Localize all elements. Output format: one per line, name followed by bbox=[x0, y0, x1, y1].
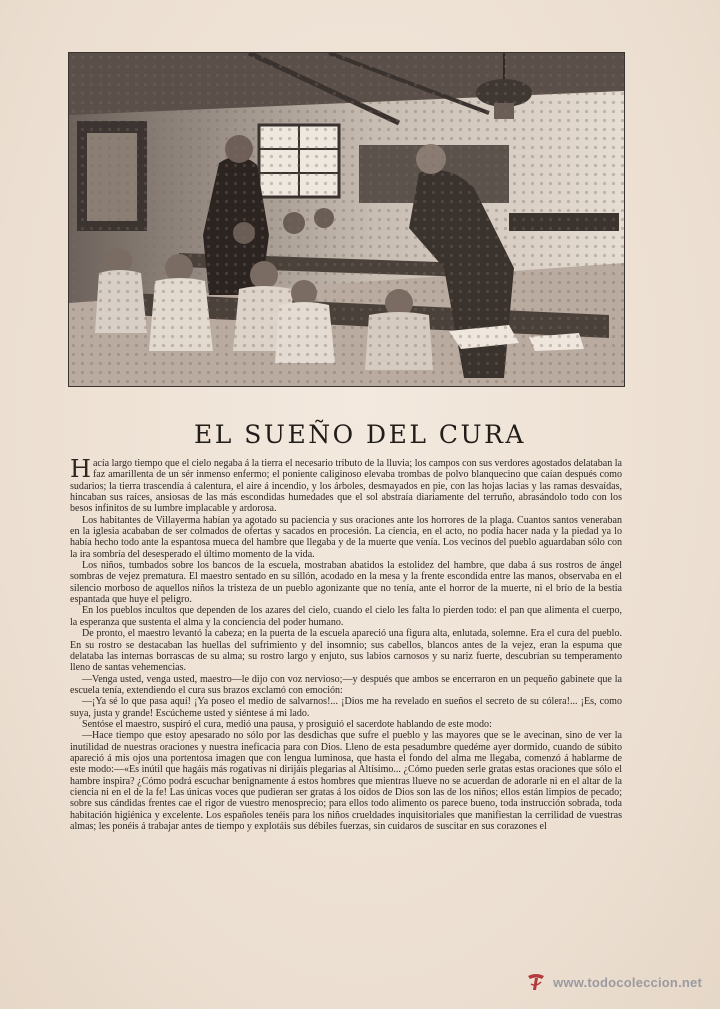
classroom-illustration bbox=[68, 52, 625, 387]
article-title: EL SUEÑO DEL CURA bbox=[194, 420, 526, 449]
paragraph: Hacía largo tiempo que el cielo negaba á la tierra el necesario tributo de la lluvia; los campos con sus verdores agostados delataban la faz amarillenta de un sér inmenso enfermo; el poniente caliginoso elevaba trombas de polvo blanquecino que caían después como sudarios; la tierra trascendía á calentura, el aire á incendio, y los árboles, desmayados en pie, con las hojas lacias y las ramas desvaídas, hincaban sus raíces, ansiosas de las más escondidas humedades que el sol abstraía diariamente del terruño, abrasándolo todo con los besos infinitos de su lumbre implacable y ardorosa. bbox=[70, 458, 622, 515]
watermark bbox=[525, 971, 702, 993]
paragraph: —¡Ya sé lo que pasa aquí! ¡Ya poseo el medio de salvarnos!... ¡Dios me ha revelado en sueños el secreto de su cólera!... ¡Es, como suya, justa y grande! Escúcheme usted y siéntese á mi lado. bbox=[70, 696, 622, 719]
paragraph: —Hace tiempo que estoy apesarado no sólo por las desdichas que sufre el pueblo y las mayores que se le avecinan, sino de ver la inutilidad de nuestras oraciones y nuestra ineficacia para con Dios. Lleno de esta pesadumbre quedéme ayer dormido, cuando de súbito apareció á mis ojos una portentosa imagen que con lengua luminosa, que hasta el fondo del alma me llegaba, comenzó á hablarme de este modo:—«Es inútil que hagáis más rogativas ni dirijáis plegarias al Altísimo... ¿Cómo pueden serle gratas estas oraciones que sólo el hambre inspira? ¿Cómo podrá escuchar benignamente á estos hombres que mientras llueve no se acuerdan de adorarle ni en el altar de la ciencia ni en el de la fe! Las únicas voces que pudieran ser gratas á los oídos de Dios son las de los niños; ellos están limpios de pecado; sobre sus cándidas frentes cae el rigor de vuestro menosprecio; para ellos todo alimento os parece bueno, toda instrucción sobrada, toda habitación higiénica y excelente. Los españoles tenéis para los niños crueldades inquisitoriales que manifiestan la cerrilidad de vuestras almas; les ponéis á trabajar antes de tiempo y explotáis sus débiles fuerzas, sin cuidaros de suscitar en sus corazones el bbox=[70, 730, 622, 832]
article-body bbox=[70, 458, 622, 978]
todocoleccion-logo-icon bbox=[525, 971, 547, 993]
paragraph: Sentóse el maestro, suspiró el cura, medió una pausa, y prosiguió el sacerdote hablando de este modo: bbox=[82, 718, 492, 730]
paragraph: —Venga usted, venga usted, maestro—le dijo con voz nervioso;—y después que ambos se encerraron en un pequeño gabinete que la escuela tenía, extendiendo el cura sus brazos exclamó con emoción: bbox=[70, 673, 622, 696]
paragraph: Los habitantes de Villayerma habían ya agotado su paciencia y sus oraciones ante los horrores de la plaga. Cuantos santos veneraban en la iglesia acababan de ser colmados de ofertas y sacados en procesión. La ciencia, en el acto, no podía hacer nada y la piedad ya lo había hecho todo ante la espantosa mueca del hambre que llegaba y de la muerte que venía. Los vecinos del pueblo aguardaban sólo con la ira sombría del desesperado el último momento de la vida. bbox=[70, 514, 622, 560]
paragraph: Los niños, tumbados sobre los bancos de la escuela, mostraban abatidos la estolidez del hambre, que daba á sus rostros de ángel sombras de vejez prematura. El maestro sentado en su sillón, acodado en la mesa y la frente escondida entre las manos, observaba en el silencio morboso de aquellos niños la tristeza de un pueblo agonizante que no tenía, ante el horror de la muerte, ni el brío de la bestia espantada que huye el peligro. bbox=[70, 560, 622, 606]
watermark-text: www.todocoleccion.net bbox=[553, 974, 702, 990]
engraving-image bbox=[69, 53, 624, 386]
paragraph: De pronto, el maestro levantó la cabeza; en la puerta de la escuela apareció una figura alta, enlutada, solemne. Era el cura del pueblo. En su rostro se destacaban las huellas del sufrimiento y del insomnio; sus cabellos, blancos antes de la vejez, eran la espuma que delataba las internas borrascas de su alma; su rostro largo y enjuto, sus labios carnosos y su nariz fuerte, descubrían su temperamento lleno de santas vehemencias. bbox=[70, 628, 622, 674]
drop-cap: H bbox=[70, 458, 91, 483]
paragraph: En los pueblos incultos que dependen de los azares del cielo, cuando el cielo les falta lo pierden todo: el pan que alimenta el cuerpo, la esperanza que sustenta el alma y la conciencia del poder humano. bbox=[70, 605, 622, 628]
